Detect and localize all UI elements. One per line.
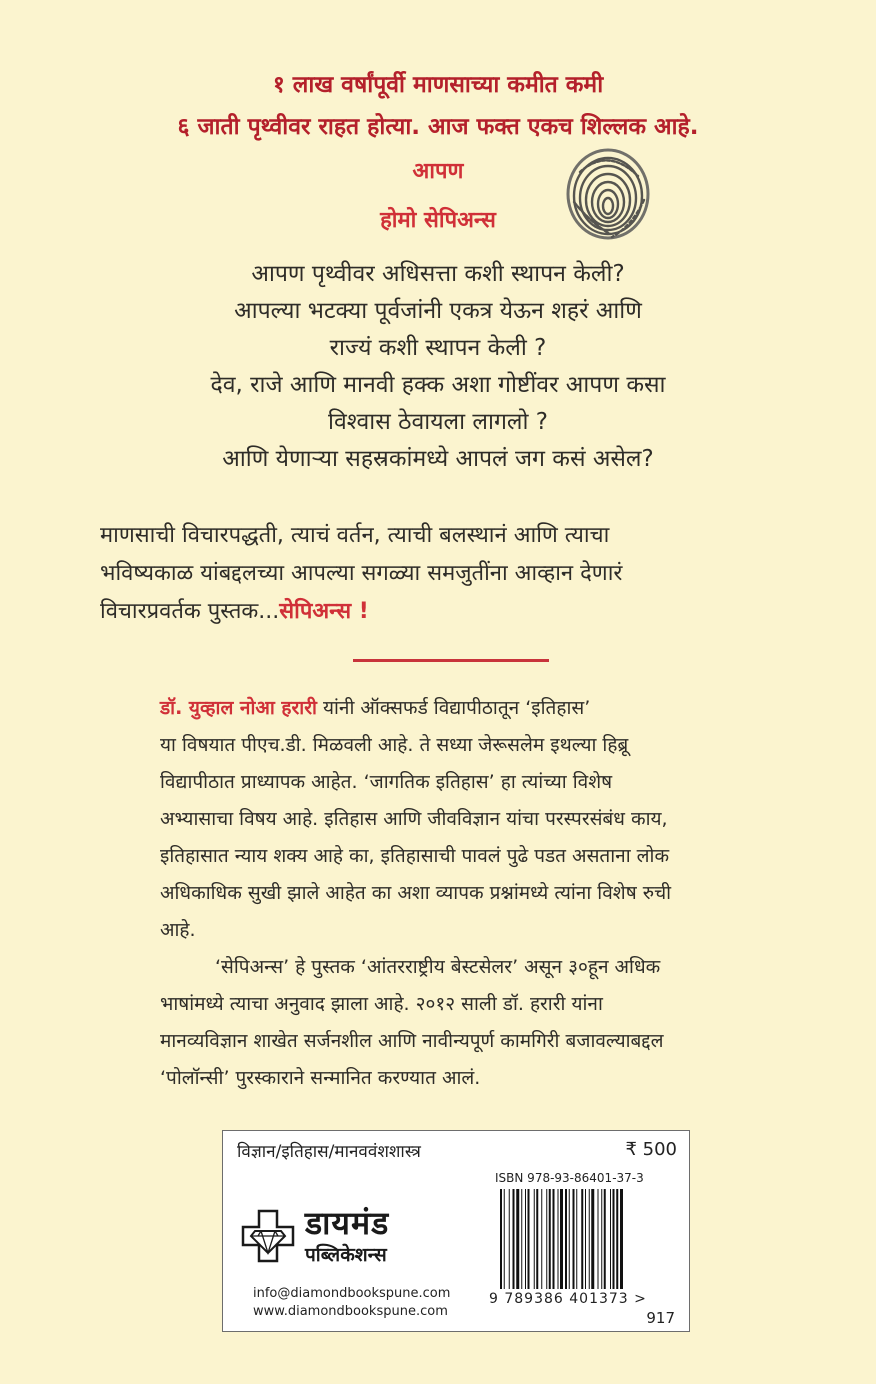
para-line-3-prefix: विचारप्रवर्तक पुस्तक... (100, 599, 280, 624)
homo-sapiens-heading: होमो सेपिअन्स (380, 208, 496, 233)
publisher-logo (241, 1201, 491, 1271)
question-line: आपण पृथ्वीवर अधिसत्ता कशी स्थापन केली? (251, 261, 625, 287)
bio-line: विद्यापीठात प्राध्यापक आहेत. ‘जागतिक इतिहास’ हा त्यांच्या विशेष (160, 771, 613, 793)
divider (353, 659, 549, 662)
publisher-name: डायमंड (305, 1204, 390, 1242)
bio-line: या विषयात पीएच.डी. मिळवली आहे. ते सध्या जेरूसलेम इथल्या हिब्रू (160, 734, 629, 756)
para-line-1: माणसाची विचारपद्धती, त्याचं वर्तन, त्याची बलस्थानं आणि त्याचा (100, 523, 610, 548)
bio-line: भाषांमध्ये त्याचा अनुवाद झाला आहे. २०१२ साली डॉ. हरारी यांना (160, 993, 603, 1015)
author-bio (160, 690, 720, 1097)
publisher-box (222, 1130, 690, 1332)
barcode-number: 9 789386 401373 > (489, 1291, 647, 1307)
question-line: विश्वास ठेवायला लागलो ? (327, 409, 548, 435)
fingerprint-icon (560, 142, 656, 242)
author-name: डॉ. युव्हाल नोआ हरारी (160, 697, 317, 719)
para-line-3 (100, 593, 760, 631)
teaser-line-2: ६ जाती पृथ्वीवर राहत होत्या. आज फक्त एकच शिल्लक आहे. (177, 114, 699, 140)
isbn-label: ISBN 978-93-86401-37-3 (495, 1171, 644, 1185)
bio-line-1-rest: यांनी ऑक्सफर्ड विद्यापीठातून ‘इतिहास’ (316, 697, 591, 719)
apan-heading: आपण (412, 159, 464, 184)
bio-line: अधिकाधिक सुखी झाले आहेत का अशा व्यापक प्रश्नांमध्ये त्यांना विशेष रुची (160, 882, 672, 904)
bio-line: मानव्यविज्ञान शाखेत सर्जनशील आणि नावीन्यपूर्ण कामगिरी बजावल्याबद्दल (160, 1030, 664, 1052)
teaser-text (0, 66, 876, 146)
price-label: ₹ 500 (625, 1139, 677, 1160)
barcode-addon: 917 (646, 1309, 675, 1327)
para-line-2: भविष्यकाळ यांबद्दलच्या आपल्या सगळ्या समजुतींना आव्हान देणारं (100, 561, 623, 586)
bio-line: अभ्यासाचा विषय आहे. इतिहास आणि जीवविज्ञान यांचा परस्परसंबंध काय, (160, 808, 668, 830)
description-paragraph (100, 517, 760, 631)
teaser-line-1: १ लाख वर्षांपूर्वी माणसाच्या कमीत कमी (272, 72, 604, 98)
bio-line: इतिहासात न्याय शक्य आहे का, इतिहासाची पावलं पुढे पडत असताना लोक (160, 845, 670, 867)
publisher-subname: पब्लिकेशन्स (305, 1244, 387, 1266)
question-line: आपल्या भटक्या पूर्वजांनी एकत्र येऊन शहरं आणि (234, 298, 642, 324)
diamond-logo-icon (241, 1209, 295, 1263)
barcode-icon (498, 1189, 658, 1291)
question-line: राज्यं कशी स्थापन केली ? (329, 335, 547, 361)
category-label: विज्ञान/इतिहास/मानववंशशास्त्र (237, 1142, 421, 1162)
publisher-website: www.diamondbookspune.com (253, 1304, 448, 1319)
sapiens-highlight: सेपिअन्स ! (279, 599, 369, 624)
bio-line: ‘पोलॉन्सी’ पुरस्काराने सन्मानित करण्यात आलं. (160, 1067, 481, 1089)
questions-block (0, 256, 876, 478)
question-line: आणि येणाऱ्या सहस्रकांमध्ये आपलं जग कसं असेल? (222, 446, 654, 472)
bio-line: आहे. (160, 919, 196, 941)
bio-line: ‘सेपिअन्स’ हे पुस्तक ‘आंतरराष्ट्रीय बेस्टसेलर’ असून ३०हून अधिक (215, 956, 661, 978)
question-line: देव, राजे आणि मानवी हक्क अशा गोष्टींवर आपण कसा (210, 372, 666, 398)
bio-line-1 (160, 690, 720, 727)
publisher-email: info@diamondbookspune.com (253, 1286, 451, 1301)
